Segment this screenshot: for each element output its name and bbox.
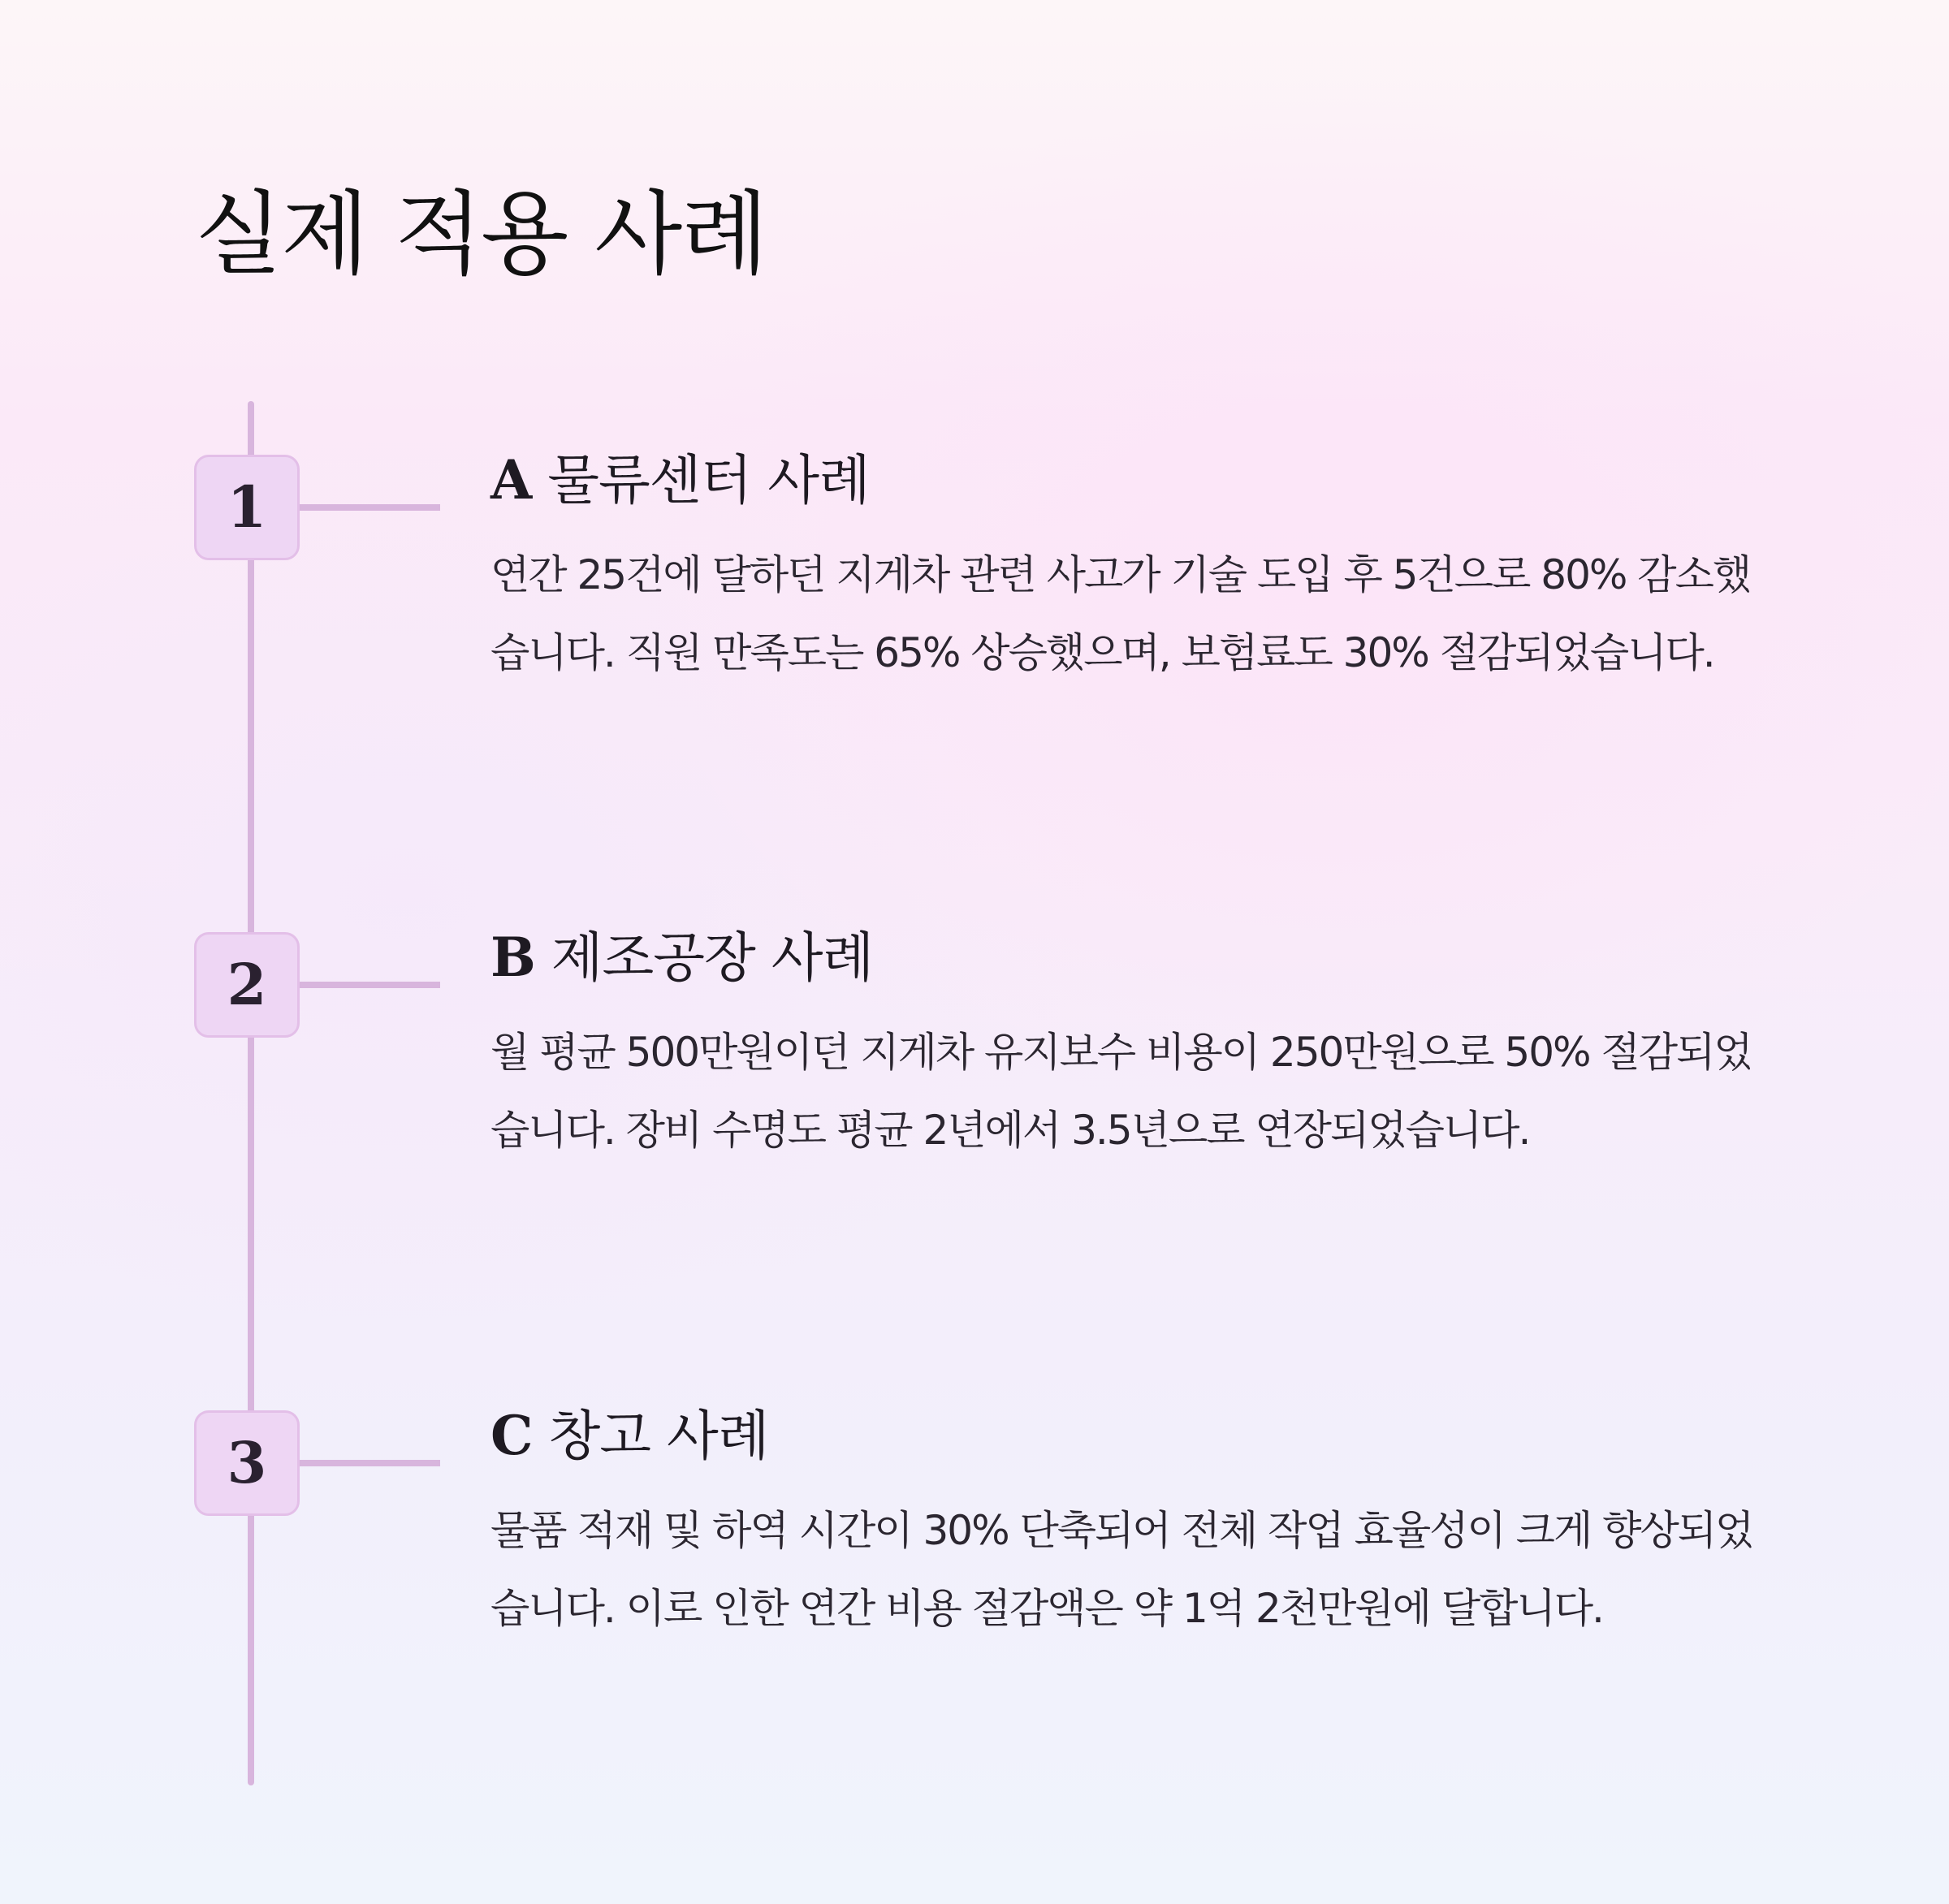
case-title-text: 창고 사례: [548, 1405, 769, 1467]
case-description: 물품 적재 및 하역 시간이 30% 단축되어 전체 작업 효율성이 크게 향상되었습니다. 이로 인한 연간 비용 절감액은 약 1억 2천만원에 달합니다.: [490, 1507, 1753, 1632]
step-number-badge: 1: [194, 455, 300, 560]
case-letter: B: [490, 926, 535, 989]
case-letter: A: [490, 448, 532, 512]
step-connector: [300, 982, 440, 988]
step-number-badge: 2: [194, 932, 300, 1038]
case-title: [490, 1402, 769, 1470]
case-description: 연간 25건에 달하던 지게차 관련 사고가 기술 도입 후 5건으로 80% 감소했습니다. 직원 만족도는 65% 상승했으며, 보험료도 30% 절감되었습니다.: [490, 551, 1751, 676]
page-title: 실제 적용 사례: [195, 182, 767, 287]
case-title-text: 제조공장 사례: [551, 926, 874, 989]
step-number-badge: 3: [194, 1410, 300, 1516]
step-connector: [300, 504, 440, 511]
case-letter: C: [490, 1404, 533, 1467]
case-title: [490, 447, 870, 515]
case-item-a: [0, 448, 1949, 877]
case-title: [490, 924, 873, 992]
case-title-text: 물류센터 사례: [547, 449, 870, 512]
case-item-c: [0, 1404, 1949, 1833]
case-item-b: [0, 926, 1949, 1354]
case-description: 월 평균 500만원이던 지게차 유지보수 비용이 250만원으로 50% 절감되었습니다. 장비 수명도 평균 2년에서 3.5년으로 연장되었습니다.: [490, 1029, 1752, 1154]
step-connector: [300, 1460, 440, 1466]
